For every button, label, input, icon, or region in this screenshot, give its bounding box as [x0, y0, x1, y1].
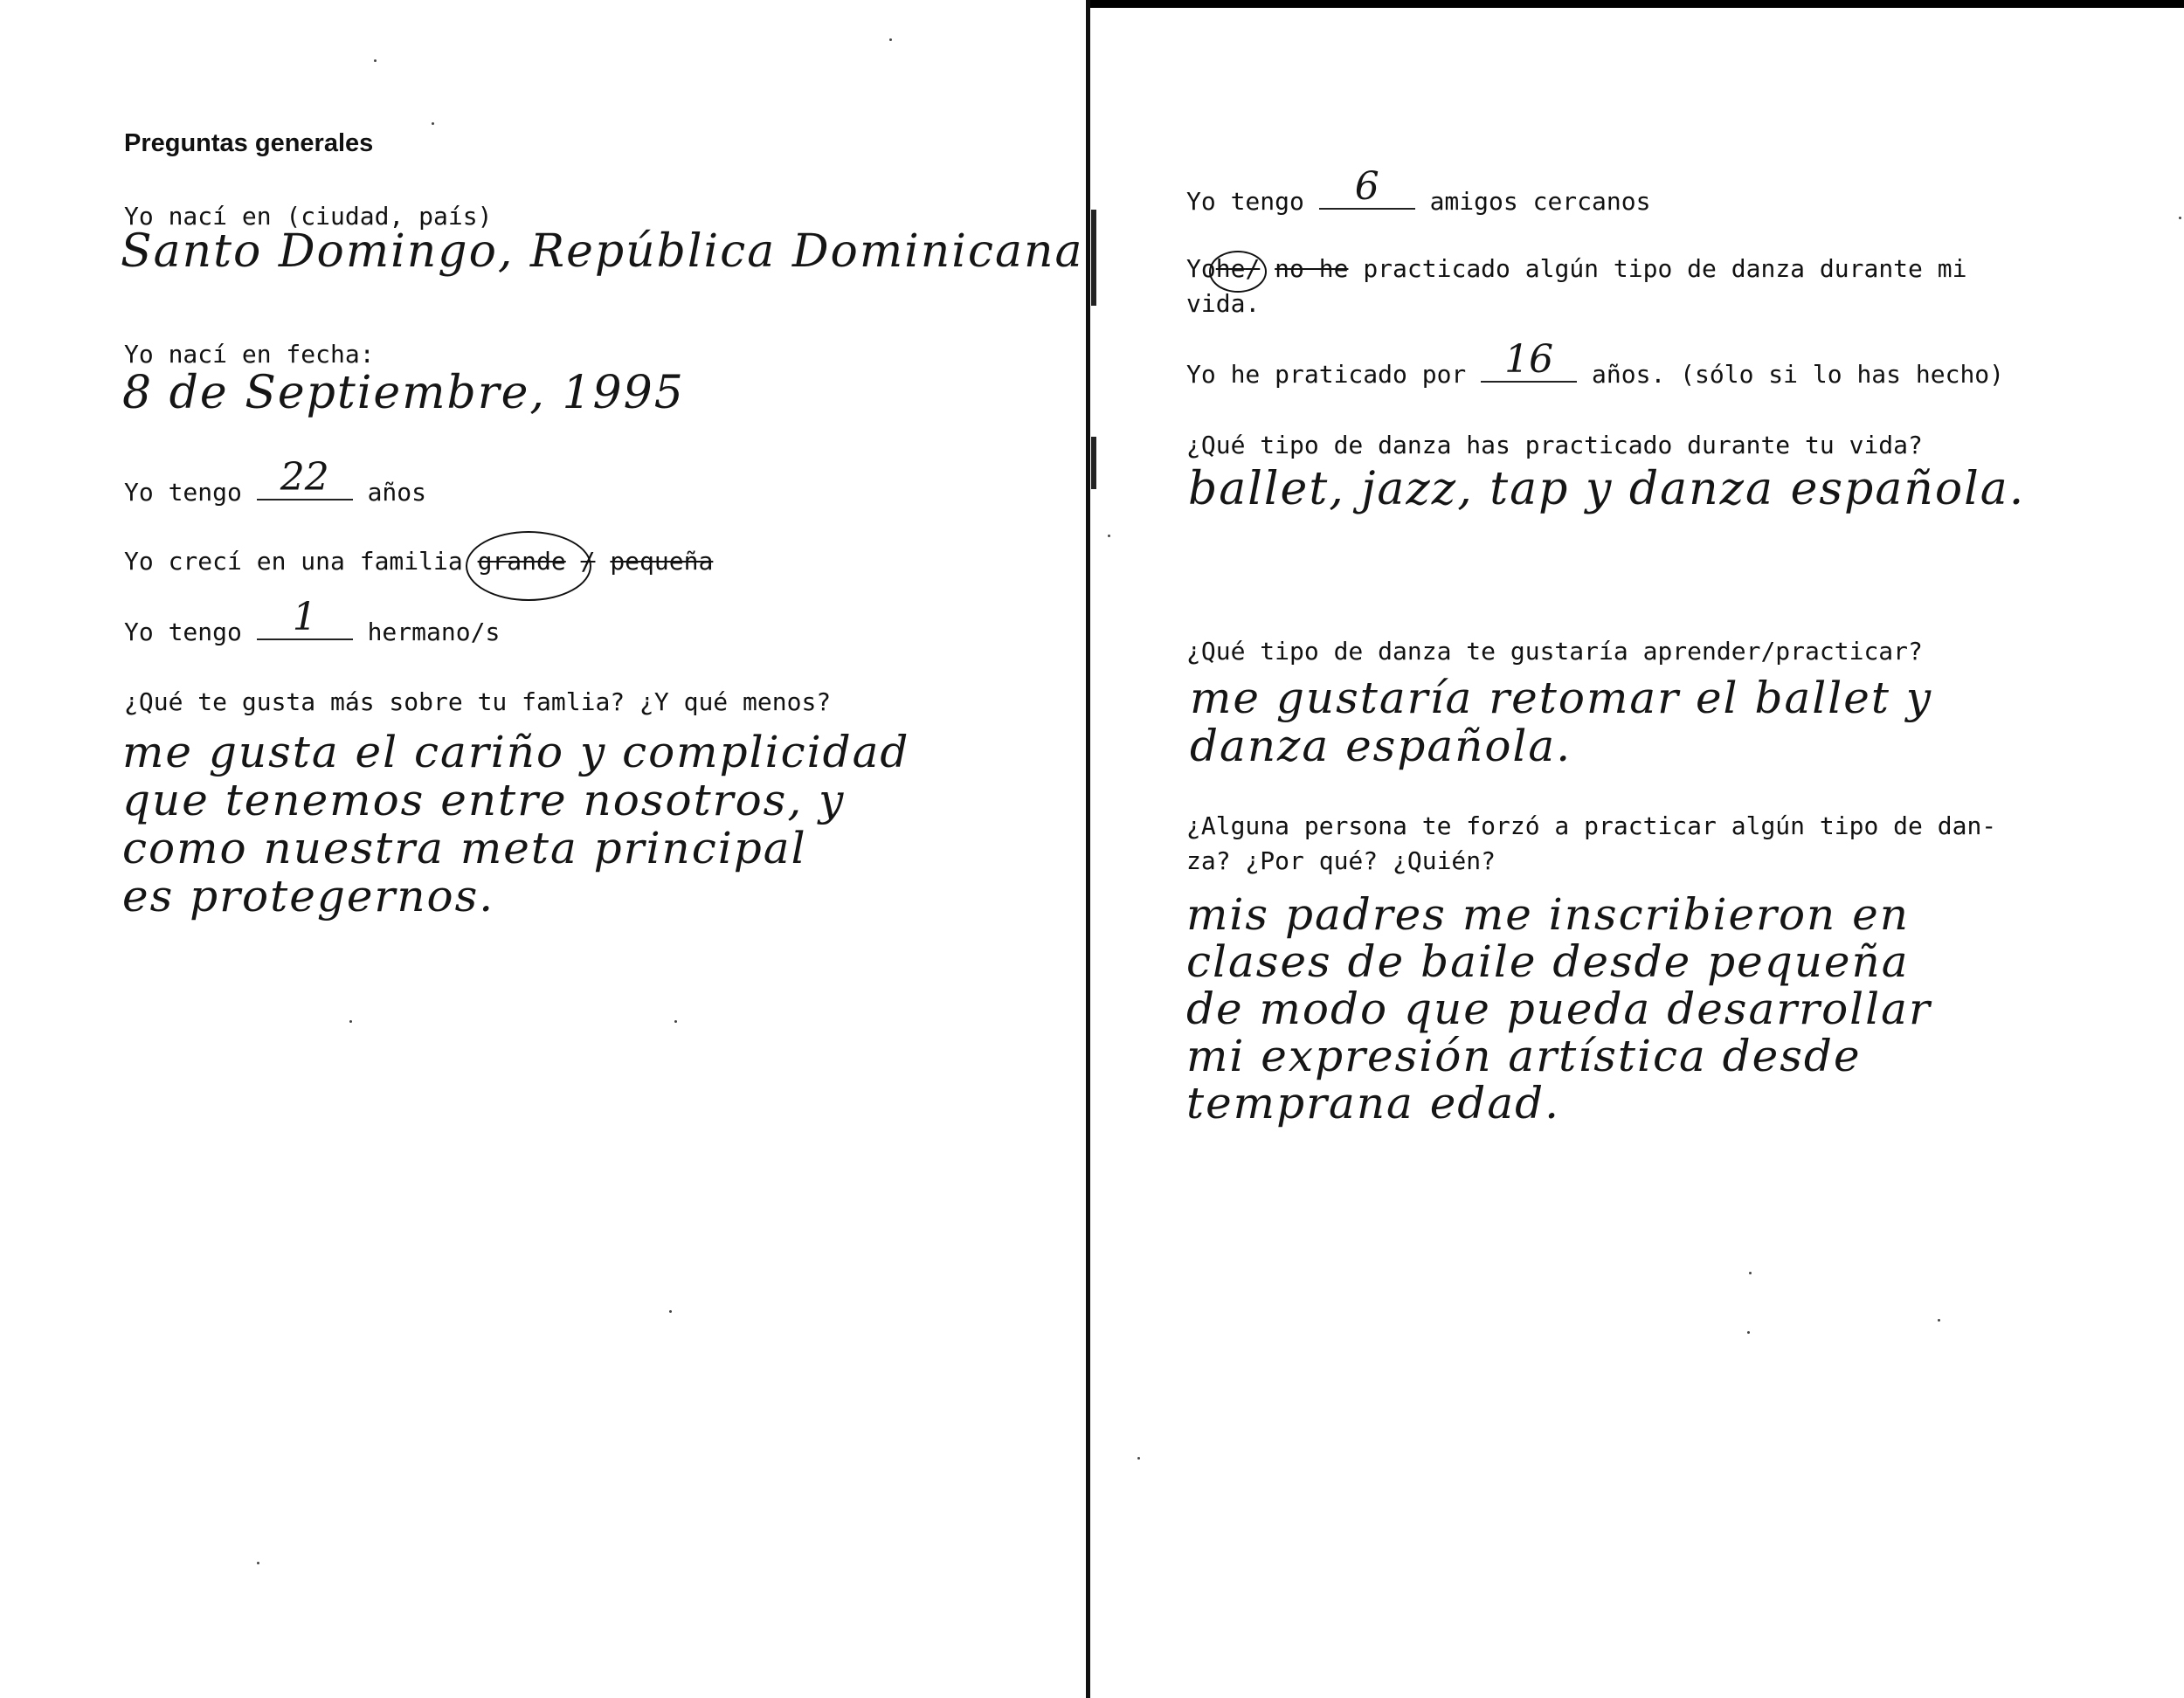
siblings-blank — [257, 595, 353, 640]
danced-suffix-2: vida. — [1186, 289, 1261, 318]
friends-line — [1186, 164, 1651, 219]
danced-option-he: he — [1216, 254, 1246, 283]
types-question: ¿Qué tipo de danza has practicado durante tu vida? — [1186, 431, 1923, 459]
birthdate-label: Yo nací en fecha: — [124, 340, 375, 369]
age-answer: 22 — [280, 455, 329, 500]
fold-mark — [1091, 210, 1096, 306]
friends-prefix: Yo tengo — [1186, 187, 1304, 216]
section-heading: Preguntas generales — [124, 129, 374, 157]
years-prefix: Yo he praticado por — [1186, 360, 1467, 389]
years-line — [1186, 337, 2005, 392]
scan-speck — [1749, 1272, 1752, 1274]
years-suffix: años. (sólo si lo has hecho) — [1592, 360, 2005, 389]
age-blank — [257, 455, 353, 500]
danced-separator: / — [1245, 254, 1261, 283]
scan-speck — [1137, 1457, 1140, 1460]
scan-speck — [1938, 1319, 1940, 1322]
siblings-suffix: hermano/s — [367, 618, 501, 646]
family-prefix: Yo crecí en una familia — [124, 547, 463, 576]
years-blank — [1481, 337, 1577, 383]
selection-circle — [466, 531, 591, 601]
forced-question-1: ¿Alguna persona te forzó a practicar algún tipo de dan- — [1186, 811, 1997, 840]
scan-speck — [432, 122, 434, 125]
fold-mark — [1091, 437, 1096, 489]
scan-speck — [669, 1310, 672, 1313]
years-answer: 16 — [1504, 337, 1554, 382]
scan-speck — [374, 59, 377, 62]
age-suffix: años — [367, 478, 427, 507]
page-gutter — [1086, 0, 1090, 1698]
scan-speck — [2179, 217, 2181, 219]
family-separator: / — [580, 547, 596, 576]
siblings-answer: 1 — [292, 595, 317, 639]
danced-prefix: Yo — [1186, 254, 1216, 283]
age-prefix: Yo tengo — [124, 478, 242, 507]
types-answer: ballet, jazz, tap y danza española. — [1188, 463, 2026, 515]
birthdate-answer: 8 de Septiembre, 1995 — [122, 367, 685, 419]
siblings-line — [124, 595, 501, 650]
birthplace-answer: Santo Domingo, República Dominicana — [121, 225, 1084, 278]
friends-answer: 6 — [1354, 164, 1379, 209]
danced-suffix: practicado algún tipo de danza durante mi — [1363, 254, 1967, 283]
scan-edge — [1090, 0, 2184, 8]
scan-speck — [1747, 1331, 1750, 1334]
family-option-pequena: pequeña — [610, 547, 714, 576]
age-line — [124, 455, 427, 510]
family-line — [124, 544, 713, 579]
wish-answer: me gustaría retomar el ballet y danza española. — [1190, 673, 1933, 771]
friends-blank — [1319, 164, 1415, 210]
scan-speck — [674, 1020, 677, 1023]
family-option-grande: grande — [478, 547, 566, 576]
family-answer: me gusta el cariño y complicidad que tenemos entre nosotros, y como nuestra meta principal es protegernos. — [122, 727, 910, 921]
scan-speck — [257, 1562, 259, 1564]
birthplace-label: Yo nací en (ciudad, país) — [124, 202, 493, 231]
scan-speck — [349, 1020, 352, 1023]
wish-question: ¿Qué tipo de danza te gustaría aprender/practicar? — [1186, 637, 1923, 666]
danced-option-no-he: no he — [1275, 254, 1349, 283]
family-question: ¿Qué te gusta más sobre tu famlia? ¿Y qué menos? — [124, 687, 832, 716]
friends-suffix: amigos cercanos — [1429, 187, 1651, 216]
scan-speck — [1108, 535, 1110, 537]
forced-answer: mis padres me inscribieron en clases de baile desde pequeña de modo que pueda desarrollar mi expresión artística desde temprana edad. — [1186, 889, 1932, 1129]
scan-speck — [889, 38, 892, 41]
forced-question-2: za? ¿Por qué? ¿Quién? — [1186, 846, 1496, 875]
siblings-prefix: Yo tengo — [124, 618, 242, 646]
danced-line — [1186, 252, 1966, 286]
